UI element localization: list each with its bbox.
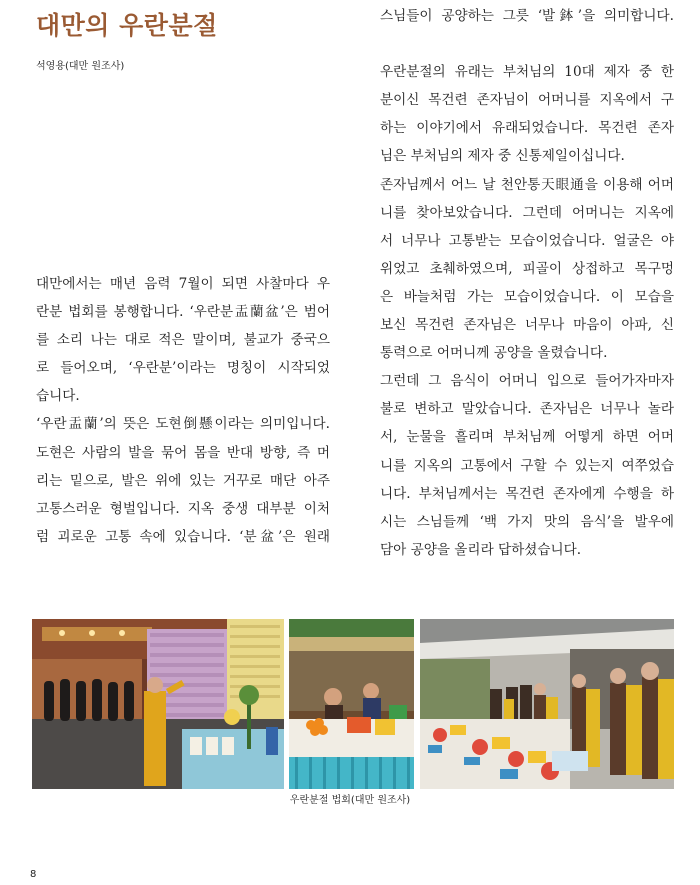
left-column [36, 270, 330, 551]
body-line: 스님들이 공양하는 그릇 ‘발鉢’을 의미합니다. [380, 8, 674, 24]
body-line: 습니다. [36, 388, 80, 405]
monks-procession-photo [420, 619, 674, 789]
body-line: 님은 부처님의 제자 중 신통제일이십니다. [380, 148, 625, 165]
body-line: 위었고 초췌하였으며, 피골이 상접하고 목구멍 [380, 260, 674, 277]
body-line: 하는 이야기에서 유래되었습니다. 목건련 존자 [380, 120, 674, 137]
body-line: 란분 법회를 봉행합니다. ‘우란분盂蘭盆’은 범어 [36, 304, 330, 321]
body-line: 우란분절의 유래는 부처님의 10대 제자 중 한 [380, 64, 674, 81]
body-line: 고통스러운 형벌입니다. 지옥 중생 대부분 이처 [36, 500, 330, 517]
article-title: 대만의 우란분절 [36, 11, 218, 40]
body-line: 서 너무나 고통받는 모습이었습니다. 얼굴은 야 [380, 232, 674, 249]
body-line: 불로 변하고 말았습니다. 존자님은 너무나 놀라 [380, 401, 674, 418]
body-line: 통력으로 어머니께 공양을 올렸습니다. [380, 345, 608, 362]
body-line: 니를 찾아보았습니다. 그런데 어머니는 지옥에 [380, 204, 674, 221]
body-line: 리는 밑으로, 발은 위에 있는 거꾸로 매단 아주 [36, 472, 330, 489]
photo-caption: 우란분절 법회(대만 원조사) [289, 795, 411, 806]
page-number: 8 [30, 869, 37, 880]
body-line: 분이신 목건련 존자님이 어머니를 지옥에서 구 [380, 92, 674, 109]
body-line: 럼 괴로운 고통 속에 있습니다. ‘분盆’은 원래 [36, 528, 330, 545]
body-line: 대만에서는 매년 음력 7월이 되면 사찰마다 우 [36, 276, 330, 292]
right-column [380, 2, 674, 564]
body-line: ‘우란盂蘭’의 뜻은 도현倒懸이라는 의미입니다. [36, 416, 330, 433]
body-line: 그런데 그 음식이 어머니 입으로 들어가자마자 [380, 373, 674, 390]
body-line: 은 바늘처럼 가는 모습이었습니다. 이 모습을 [380, 288, 674, 305]
body-line: 존자님께서 어느 날 천안통天眼通을 이용해 어머 [380, 176, 674, 193]
body-line: 니다. 부처님께서는 목건련 존자에게 수행을 하 [380, 485, 674, 502]
body-line: 시는 스님들께 ‘백 가지 맛의 음식’을 발우에 [380, 513, 674, 530]
body-line: 니를 지옥의 고통에서 구할 수 있는지 여쭈었습 [380, 457, 674, 474]
ceremony-hall-photo [32, 619, 284, 789]
body-line: 도현은 사람의 발을 묶어 몸을 반대 방향, 즉 머 [36, 444, 330, 461]
body-line: 담아 공양을 올리라 답하셨습니다. [380, 541, 582, 558]
offering-table-photo [289, 619, 414, 789]
article-author: 석영용(대만 원조사) [36, 61, 125, 72]
body-line: 보신 목건련 존자님은 너무나 마음이 아파, 신 [380, 317, 674, 334]
body-line: 서, 눈물을 흘리며 부처님께 어떻게 하면 어머 [380, 429, 674, 446]
paragraph-gap [380, 30, 674, 58]
body-line: 로 들어오며, ‘우란분’이라는 명칭이 시작되었 [36, 360, 330, 377]
body-line: 를 소리 나는 대로 적은 말이며, 불교가 중국으 [36, 332, 330, 349]
